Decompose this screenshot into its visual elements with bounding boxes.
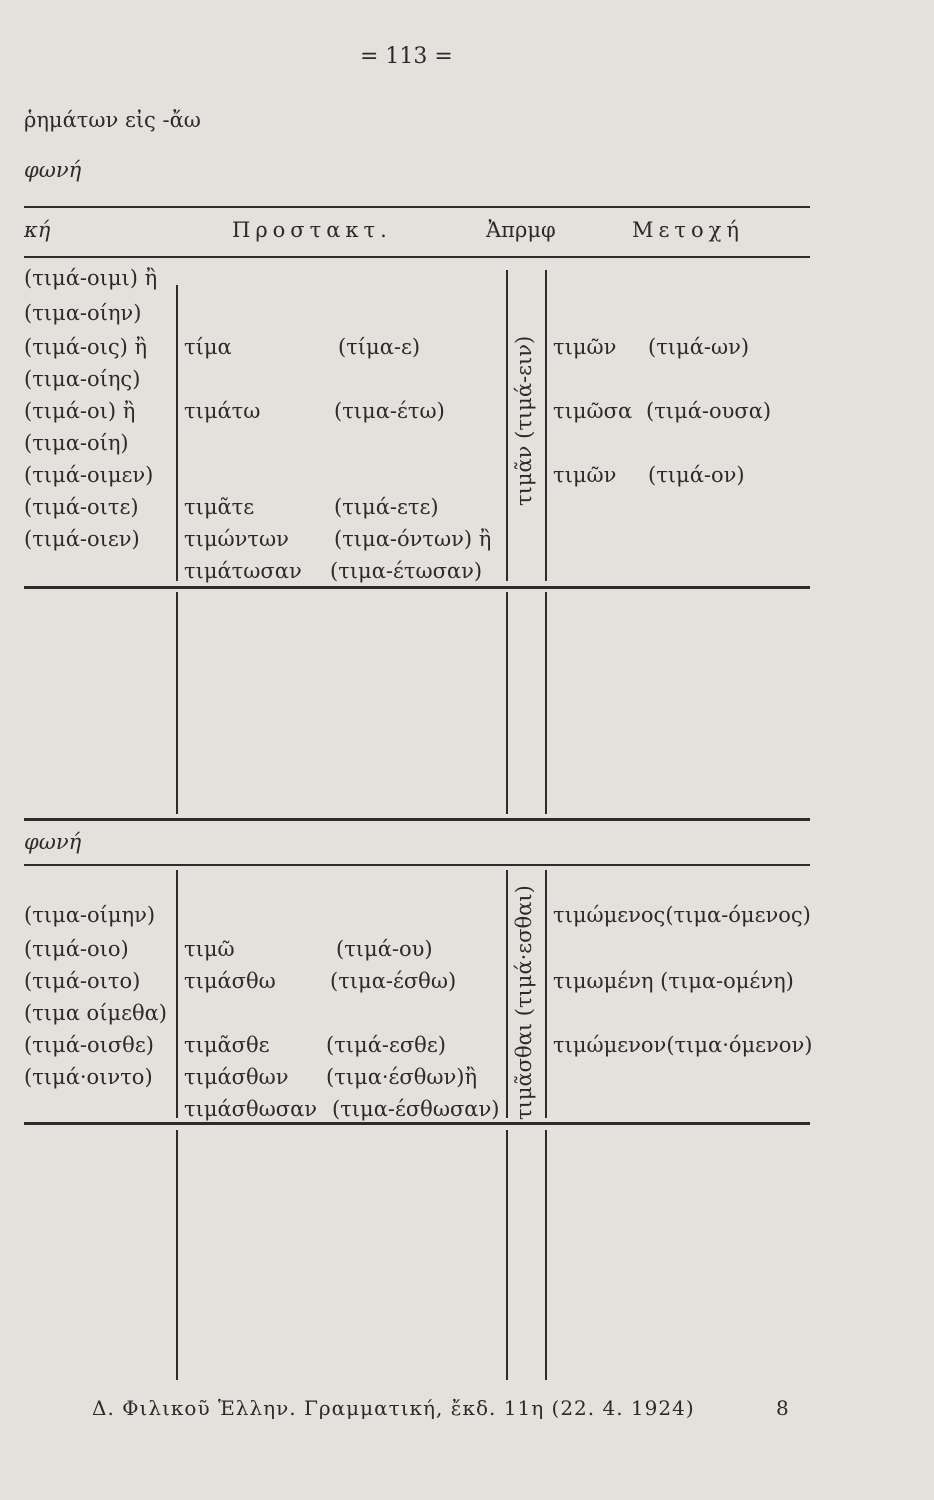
column-divider: [545, 870, 547, 1118]
imperative-form: τιμᾶσθε: [184, 1033, 270, 1057]
footer-citation: Δ. Φιλικοῦ Ἑλλην. Γραμματική, ἔκδ. 11η (22. 4. 1924): [92, 1396, 695, 1420]
rule: [24, 1122, 810, 1125]
optative-form: (τιμά-οιμι) ἢ: [24, 266, 158, 290]
participle-original: (τιμά-ουσα): [646, 399, 772, 423]
column-divider: [506, 270, 508, 581]
participle-form: τιμώμενος(τιμα-όμενος): [553, 903, 811, 927]
imperative-original: (τιμα-έσθω): [330, 969, 457, 993]
header-imperative: Προστακτ.: [232, 218, 392, 242]
imperative-original: (τιμα-έσθωσαν): [332, 1097, 500, 1121]
column-divider: [176, 870, 178, 1118]
optative-form: (τιμα-οίη): [24, 431, 129, 455]
column-divider: [506, 870, 508, 1118]
rule: [24, 864, 810, 866]
header-fragment: κή: [24, 218, 51, 242]
participle-form: τιμώμενον(τιμα·όμενον): [553, 1033, 813, 1057]
column-divider: [545, 270, 547, 581]
optative-form: (τιμά-οις) ἢ: [24, 335, 148, 359]
optative-form: (τιμα οίμεθα): [24, 1001, 167, 1025]
imperative-form: τιμάσθω: [184, 969, 276, 993]
rule: [24, 206, 810, 208]
column-divider: [176, 592, 178, 814]
imperative-original: (τίμα-ε): [338, 335, 421, 359]
header-participle: Μετοχή: [632, 218, 744, 242]
optative-form: (τιμά·οιντο): [24, 1065, 153, 1089]
participle-form: τιμωμένη (τιμα-ομένη): [553, 969, 794, 993]
optative-form: (τιμα-οίης): [24, 367, 141, 391]
imperative-original: (τιμα·έσθων)ἢ: [326, 1065, 478, 1089]
optative-form: (τιμα-οίμην): [24, 903, 156, 927]
optative-form: (τιμά-οι) ἢ: [24, 399, 136, 423]
imperative-form: τιμάτωσαν: [184, 559, 302, 583]
column-divider: [176, 285, 178, 581]
footer-signature: 8: [776, 1396, 789, 1420]
imperative-form: τιμάσθων: [184, 1065, 289, 1089]
imperative-original: (τιμά-ου): [336, 937, 433, 961]
page-heading: ῥημάτων εἰς -ἄω: [24, 108, 201, 132]
imperative-form: τιμῶ: [184, 937, 235, 961]
optative-form: (τιμά-οιεν): [24, 527, 140, 551]
infinitive-active: τιμᾶν (τιμά-ειν): [512, 335, 536, 506]
imperative-original: (τιμα-όντων) ἢ: [334, 527, 492, 551]
imperative-form: τιμάσθωσαν: [184, 1097, 318, 1121]
column-divider: [506, 592, 508, 814]
voice-label-middle: φωνή: [24, 830, 82, 854]
optative-form: (τιμά-οιτο): [24, 969, 141, 993]
header-infinitive: Ἀπρμφ: [486, 218, 556, 242]
column-divider: [545, 592, 547, 814]
column-divider: [176, 1130, 178, 1380]
participle-form: τιμῶν: [553, 463, 617, 487]
rule: [24, 256, 810, 258]
imperative-form: τιμώντων: [184, 527, 289, 551]
rule: [24, 818, 810, 821]
participle-original: (τιμά-ων): [648, 335, 750, 359]
optative-form: (τιμά-οισθε): [24, 1033, 154, 1057]
optative-form: (τιμά-οιο): [24, 937, 129, 961]
imperative-original: (τιμά-εσθε): [326, 1033, 446, 1057]
page-number: = 113 =: [360, 44, 453, 69]
imperative-form: τίμα: [184, 335, 232, 359]
optative-form: (τιμα-οίην): [24, 301, 142, 325]
imperative-form: τιμᾶτε: [184, 495, 255, 519]
column-divider: [506, 1130, 508, 1380]
imperative-original: (τιμα-έτωσαν): [330, 559, 483, 583]
infinitive-middle: τιμᾶσθαι (τιμά·εσθαι): [512, 885, 536, 1120]
imperative-form: τιμάτω: [184, 399, 261, 423]
participle-form: τιμῶσα: [553, 399, 633, 423]
imperative-original: (τιμα-έτω): [334, 399, 445, 423]
column-divider: [545, 1130, 547, 1380]
optative-form: (τιμά-οιμεν): [24, 463, 154, 487]
rule: [24, 586, 810, 589]
optative-form: (τιμά-οιτε): [24, 495, 139, 519]
voice-label-active: φωνή: [24, 158, 82, 182]
participle-form: τιμῶν: [553, 335, 617, 359]
participle-original: (τιμά-ον): [648, 463, 745, 487]
imperative-original: (τιμά-ετε): [334, 495, 439, 519]
